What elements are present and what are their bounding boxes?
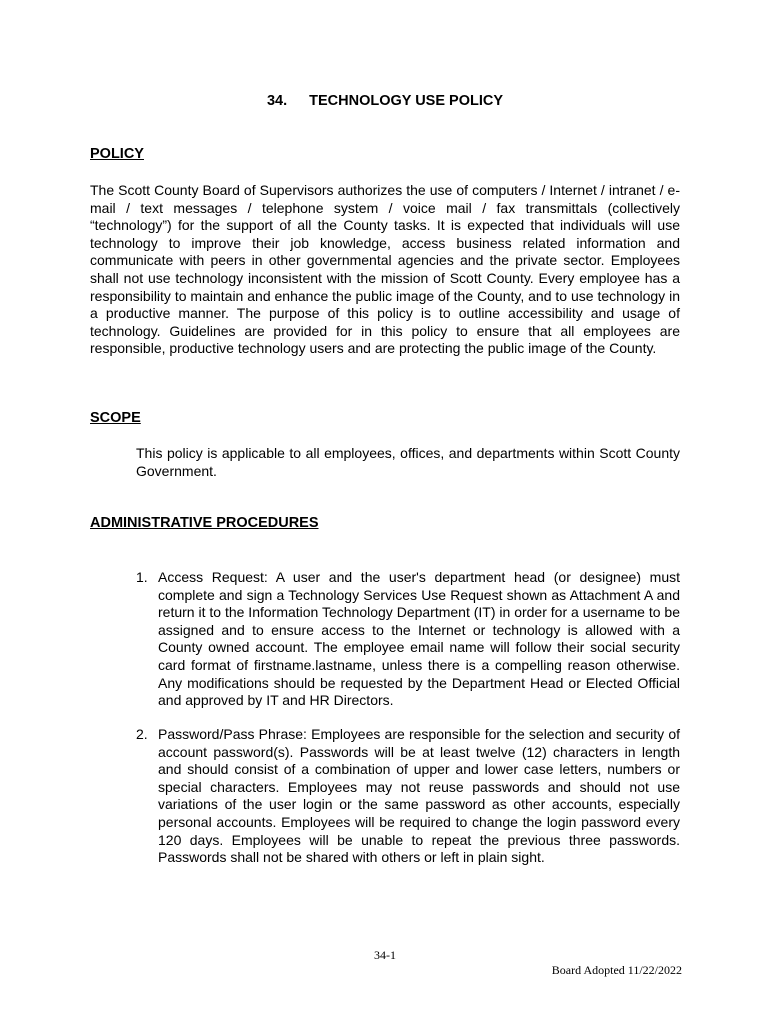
scope-paragraph: This policy is applicable to all employees, offices, and departments within Scott County Government. [136, 445, 680, 479]
procedure-text: Access Request: A user and the user's department head (or designee) must complete and sign a Technology Services Use Request shown as Attachment A and return it to the Information Technology Department (IT) in order for a username to be assigned and to ensure access to the Internet or technology is allowed with a County owned account. The employee email name will follow their social security card format of firstname.lastname, unless there is a compelling reason otherwise. Any modifications should be requested by the Department Head or Elected Official and approved by IT and HR Directors. [158, 569, 680, 709]
page-number: 34-1 [374, 948, 396, 962]
policy-heading: POLICY [90, 146, 144, 162]
policy-paragraph: The Scott County Board of Supervisors authorizes the use of computers / Internet / intranet / e-mail / text messages / telephone system / voice mail / fax transmittals (collectively “technology”) for the support of all the County tasks. It is expected that individuals will use technology to improve their job knowledge, access business related information and communicate with peers in other governmental agencies and the private sector. Employees shall not use technology inconsistent with the mission of Scott County. Every employee has a responsibility to maintain and enhance the public image of the County, and to use technology in a productive manner. The purpose of this policy is to outline accessibility and usage of technology. Guidelines are provided for in this policy to ensure that all employees are responsible, productive technology users and are protecting the public image of the County. [90, 182, 680, 357]
section-number: 34. [266, 93, 288, 109]
list-marker: 1. [136, 569, 148, 585]
list-marker: 2. [136, 726, 148, 742]
procedures-heading: ADMINISTRATIVE PROCEDURES [90, 515, 319, 531]
procedure-text: Password/Pass Phrase: Employees are responsible for the selection and security of account password(s). Passwords will be at least twelve (12) characters in length and should consist of a combination of upper and lower case letters, numbers or special characters. Employees may not reuse passwords and should not use variations of the user login or the same password as other accounts, especially personal accounts. Employees will be required to change the login password every 120 days. Employees will be unable to repeat the previous three passwords. Passwords shall not be shared with others or left in plain sight. [158, 726, 680, 866]
section-title: TECHNOLOGY USE POLICY [309, 93, 504, 109]
adoption-date: Board Adopted 11/22/2022 [551, 963, 682, 977]
scope-heading: SCOPE [90, 410, 141, 426]
page-title [0, 93, 770, 109]
